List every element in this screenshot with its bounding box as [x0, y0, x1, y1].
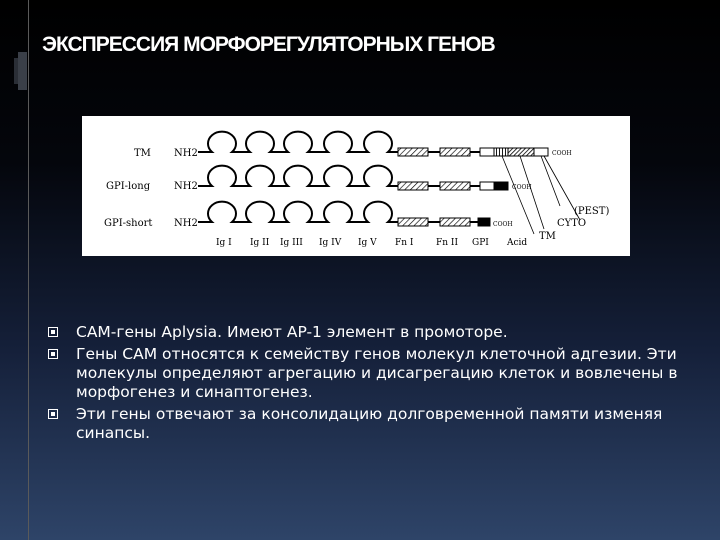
domain-label-ig2: Ig II	[250, 238, 270, 248]
ig-loops	[198, 202, 398, 222]
cterm-label: COOH	[552, 150, 572, 157]
row-gpi-short	[104, 202, 513, 229]
gpi-anchor	[478, 218, 490, 226]
slide-vertical-rule	[28, 0, 29, 540]
domain-labels	[216, 238, 527, 248]
domain-label-ig4: Ig IV	[319, 238, 342, 248]
domain-label-acid: Acid	[507, 238, 528, 248]
fn-domain-1	[398, 182, 428, 190]
ig-loops	[198, 132, 398, 152]
slide-title: ЭКСПРЕССИЯ МОРФОРЕГУЛЯТОРНЫХ ГЕНОВ	[42, 33, 495, 56]
callout-cyto: CYTO	[557, 218, 587, 229]
domain-structure-figure	[82, 116, 630, 256]
bullet-square-icon	[48, 409, 58, 419]
nterm-label: NH2	[174, 181, 198, 192]
domain-label-fn1: Fn I	[395, 238, 414, 248]
bullet-item	[48, 405, 708, 443]
row-label-gpi-short: GPI-short	[104, 218, 153, 229]
fn-domain-2	[440, 182, 470, 190]
bullet-text: Гены CAM относятся к семейству генов молекул клеточной адгезии. Эти молекулы определяют агрегацию и дисагрегацию клеток и вовлечены в морфогенез и синаптогенез.	[76, 345, 678, 401]
accent-bar	[18, 52, 27, 90]
cyto-domain	[534, 148, 548, 156]
row-gpi-long	[106, 166, 532, 192]
callout-tm: TM	[539, 231, 556, 242]
gpi-box	[480, 182, 494, 190]
ig-loops	[198, 166, 398, 186]
row-label-tm: TM	[134, 148, 151, 159]
bullet-square-icon	[48, 327, 58, 337]
fn-domain-2	[440, 218, 470, 226]
fn-domain-1	[398, 218, 428, 226]
bullet-list	[48, 323, 708, 446]
gpi-anchor	[494, 182, 508, 190]
accent-bar-small	[14, 58, 18, 84]
domain-label-gpi: GPI	[472, 238, 489, 248]
row-tm	[134, 132, 572, 159]
acid-domain	[494, 148, 508, 156]
nterm-label: NH2	[174, 218, 198, 229]
bullet-text: Эти гены отвечают за консолидацию долговременной памяти изменяя синапсы.	[76, 405, 663, 442]
domain-diagram	[82, 116, 630, 256]
gpi-box	[480, 148, 494, 156]
row-label-gpi-long: GPI-long	[106, 181, 151, 192]
bullet-text: CAM-гены Aplysia. Имеют AP-1 элемент в промоторе.	[76, 323, 508, 341]
fn-domain-1	[398, 148, 428, 156]
domain-label-ig3: Ig III	[280, 238, 303, 248]
domain-label-fn2: Fn II	[436, 238, 459, 248]
domain-label-ig1: Ig I	[216, 238, 232, 248]
callout-pest: (PEST)	[574, 206, 610, 217]
tm-domain	[508, 148, 534, 156]
cterm-label: COOH	[493, 221, 513, 228]
fn-domain-2	[440, 148, 470, 156]
domain-label-ig5: Ig V	[358, 238, 377, 248]
bullet-item	[48, 345, 708, 402]
cterm-label: COOH	[512, 184, 532, 191]
bullet-item	[48, 323, 708, 342]
bullet-square-icon	[48, 349, 58, 359]
nterm-label: NH2	[174, 148, 198, 159]
